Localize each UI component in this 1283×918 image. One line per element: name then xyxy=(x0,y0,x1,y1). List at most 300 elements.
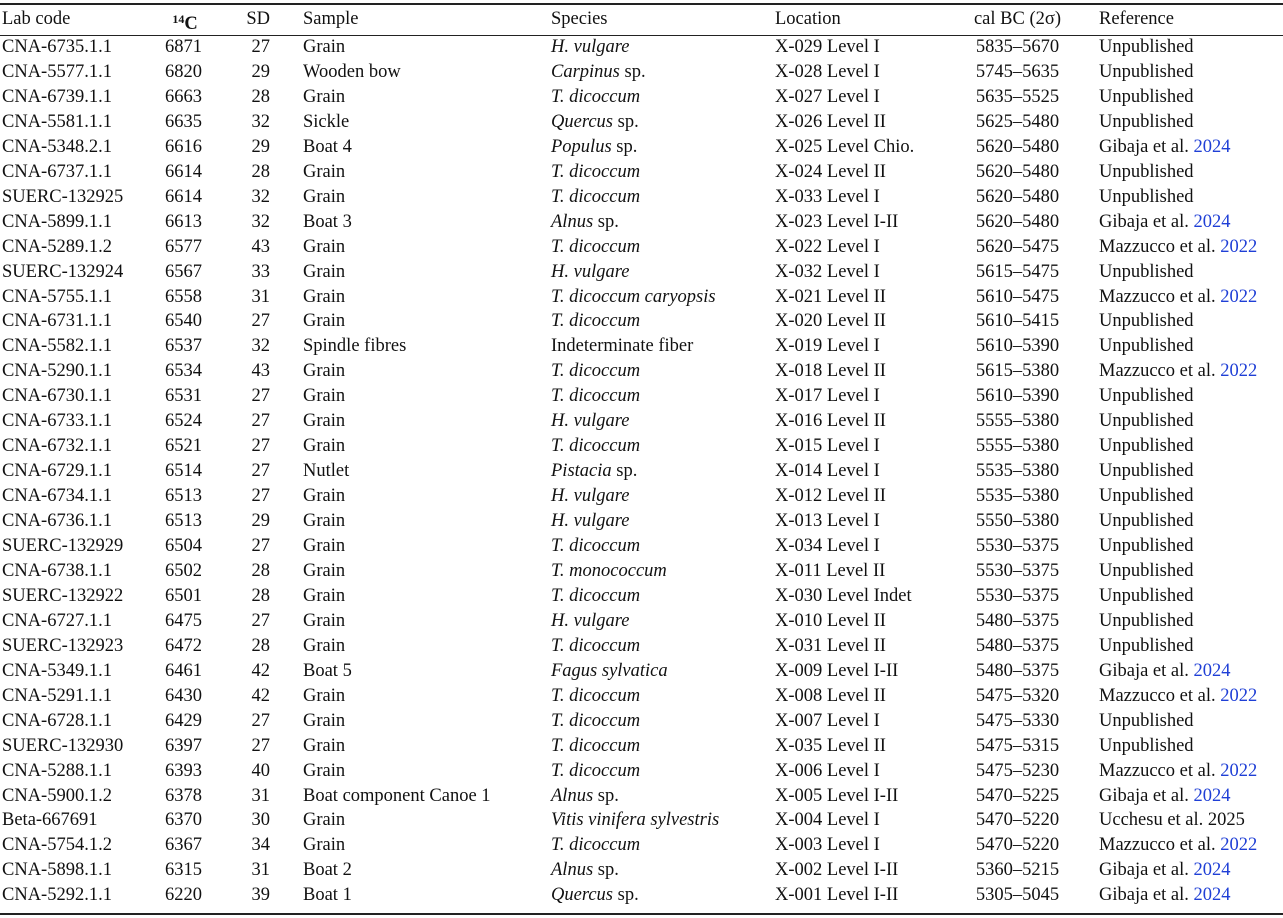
cal-bc-cell: 5620–5480 xyxy=(975,211,1060,232)
sd-cell: 40 xyxy=(251,760,270,781)
species-italic-name: T. dicoccum xyxy=(551,311,641,332)
species-cell xyxy=(551,135,637,160)
species-italic-name: Pistacia xyxy=(551,461,612,482)
reference-cell xyxy=(1099,584,1194,609)
c14-age-cell: 6871 xyxy=(165,37,202,57)
species-italic-name: T. dicoccum xyxy=(551,186,641,207)
reference-authors: Gibaja et al. xyxy=(1099,660,1194,681)
cal-bc-cell: 5610–5415 xyxy=(975,311,1060,332)
lab-code-cell: CNA-6735.1.1 xyxy=(2,37,112,57)
location-cell: X-013 Level I xyxy=(775,511,880,532)
sd-cell: 28 xyxy=(251,86,270,107)
reference-authors: Unpublished xyxy=(1099,37,1194,57)
species-italic-name: T. dicoccum xyxy=(551,86,641,107)
lab-code-cell: CNA-5288.1.1 xyxy=(2,760,112,781)
cal-bc-cell: 5530–5375 xyxy=(975,536,1060,556)
table-row xyxy=(0,759,1283,784)
sample-cell: Grain xyxy=(303,411,346,432)
species-cell xyxy=(551,85,640,110)
location-cell: X-016 Level II xyxy=(775,411,886,432)
species-italic-name: Vitis vinifera sylvestris xyxy=(551,810,720,831)
lab-code-cell: CNA-6734.1.1 xyxy=(2,486,112,507)
sample-cell: Grain xyxy=(303,186,346,207)
reference-authors: Unpublished xyxy=(1099,560,1194,581)
sd-cell: 27 xyxy=(251,486,270,507)
species-cell xyxy=(551,684,640,709)
cal-bc-cell: 5470–5220 xyxy=(975,835,1060,856)
sample-cell: Boat 3 xyxy=(303,211,352,232)
reference-cell xyxy=(1099,509,1194,534)
reference-year-link[interactable]: 2024 xyxy=(1193,136,1231,157)
location-cell: X-024 Level II xyxy=(775,161,886,182)
table-row xyxy=(0,85,1283,110)
c14-age-cell: 6504 xyxy=(165,536,202,556)
table-row xyxy=(0,135,1283,160)
reference-authors: Unpublished xyxy=(1099,486,1194,507)
location-cell: X-027 Level I xyxy=(775,86,880,107)
location-cell: X-014 Level I xyxy=(775,461,880,482)
sample-cell: Grain xyxy=(303,236,346,257)
lab-code-cell: CNA-5754.1.2 xyxy=(2,835,112,856)
species-italic-name: H. vulgare xyxy=(551,610,630,631)
cal-bc-cell: 5555–5380 xyxy=(975,411,1060,432)
reference-authors: Unpublished xyxy=(1099,735,1194,756)
location-cell: X-010 Level II xyxy=(775,610,886,631)
table-row xyxy=(0,534,1283,559)
location-cell: X-018 Level II xyxy=(775,361,886,382)
cal-bc-cell: 5530–5375 xyxy=(975,585,1060,606)
header-reference: Reference xyxy=(1099,9,1174,29)
location-cell: X-009 Level I-II xyxy=(775,660,899,681)
sd-cell: 28 xyxy=(251,635,270,656)
sd-cell: 27 xyxy=(251,735,270,756)
reference-cell xyxy=(1099,210,1231,235)
sd-cell: 32 xyxy=(251,186,270,207)
reference-authors: Unpublished xyxy=(1099,536,1194,556)
location-cell: X-031 Level II xyxy=(775,635,886,656)
species-italic-name: T. dicoccum xyxy=(551,710,641,731)
reference-authors: Unpublished xyxy=(1099,411,1194,432)
species-suffix: Indeterminate fiber xyxy=(551,336,694,357)
species-italic-name: T. dicoccum xyxy=(551,386,641,407)
header-lab-code: Lab code xyxy=(2,9,71,29)
cal-bc-cell: 5480–5375 xyxy=(975,635,1060,656)
species-cell xyxy=(551,759,640,784)
reference-authors: Ucchesu et al. 2025 xyxy=(1099,810,1245,831)
reference-cell xyxy=(1099,534,1194,559)
sample-cell: Boat 1 xyxy=(303,885,352,906)
table-row xyxy=(0,684,1283,709)
sd-cell: 27 xyxy=(251,710,270,731)
species-cell xyxy=(551,459,637,484)
lab-code-cell: CNA-5898.1.1 xyxy=(2,860,112,881)
table-row xyxy=(0,434,1283,459)
species-cell xyxy=(551,359,640,384)
species-italic-name: Alnus xyxy=(551,211,594,232)
cal-bc-cell: 5745–5635 xyxy=(975,61,1060,82)
reference-year-link[interactable]: 2022 xyxy=(1220,361,1258,382)
lab-code-cell: CNA-5290.1.1 xyxy=(2,361,112,382)
location-cell: X-025 Level Chio. xyxy=(775,136,915,157)
table-row xyxy=(0,334,1283,359)
lab-code-cell: CNA-5899.1.1 xyxy=(2,211,112,232)
c14-age-cell: 6616 xyxy=(165,136,202,157)
lab-code-cell: CNA-5289.1.2 xyxy=(2,236,112,257)
species-cell xyxy=(551,260,629,285)
location-cell: X-020 Level II xyxy=(775,311,886,332)
sd-cell: 27 xyxy=(251,386,270,407)
sample-cell: Sickle xyxy=(303,111,350,132)
species-italic-name: T. dicoccum xyxy=(551,635,641,656)
reference-year-link[interactable]: 2024 xyxy=(1193,860,1231,881)
species-cell xyxy=(551,584,640,609)
reference-cell xyxy=(1099,709,1194,734)
species-cell xyxy=(551,409,629,434)
sd-cell: 43 xyxy=(251,361,270,382)
cal-bc-cell: 5620–5475 xyxy=(975,236,1060,257)
species-cell xyxy=(551,160,640,185)
c14-age-cell: 6378 xyxy=(165,785,202,806)
species-italic-name: Carpinus xyxy=(551,61,620,82)
lab-code-cell: CNA-6727.1.1 xyxy=(2,610,112,631)
location-cell: X-002 Level I-II xyxy=(775,860,899,881)
reference-authors: Unpublished xyxy=(1099,585,1194,606)
reference-year-link[interactable]: 2022 xyxy=(1220,760,1258,781)
reference-authors: Gibaja et al. xyxy=(1099,785,1194,806)
species-italic-name: H. vulgare xyxy=(551,37,630,57)
species-cell xyxy=(551,709,640,734)
species-cell xyxy=(551,634,640,659)
cal-bc-cell: 5625–5480 xyxy=(975,111,1060,132)
sample-cell: Wooden bow xyxy=(303,61,401,82)
cal-bc-cell: 5620–5480 xyxy=(975,186,1060,207)
species-italic-name: H. vulgare xyxy=(551,486,630,507)
sample-cell: Grain xyxy=(303,436,346,457)
species-suffix: sp. xyxy=(611,136,638,157)
location-cell: X-029 Level I xyxy=(775,37,880,57)
table-row xyxy=(0,858,1283,883)
location-cell: X-003 Level I xyxy=(775,835,880,856)
table-row xyxy=(0,160,1283,185)
lab-code-cell: CNA-6728.1.1 xyxy=(2,710,112,731)
sample-cell: Boat 2 xyxy=(303,860,352,881)
reference-cell xyxy=(1099,784,1231,809)
sd-cell: 27 xyxy=(251,411,270,432)
species-cell xyxy=(551,110,639,135)
lab-code-cell: SUERC-132930 xyxy=(2,735,124,756)
table-row xyxy=(0,35,1283,60)
table-row xyxy=(0,634,1283,659)
table-row xyxy=(0,459,1283,484)
c14-age-cell: 6614 xyxy=(165,161,202,182)
cal-bc-cell: 5530–5375 xyxy=(975,560,1060,581)
location-cell: X-004 Level I xyxy=(775,810,880,831)
reference-cell xyxy=(1099,759,1257,784)
reference-cell xyxy=(1099,459,1194,484)
reference-cell xyxy=(1099,359,1257,384)
species-cell xyxy=(551,559,667,584)
reference-cell xyxy=(1099,734,1194,759)
species-suffix: sp. xyxy=(593,785,619,806)
species-cell xyxy=(551,434,640,459)
sample-cell: Boat component Canoe 1 xyxy=(303,785,491,806)
cal-bc-cell: 5635–5525 xyxy=(975,86,1060,107)
species-cell xyxy=(551,509,629,534)
table-row xyxy=(0,734,1283,759)
lab-code-cell: CNA-6739.1.1 xyxy=(2,86,112,107)
reference-year-link[interactable]: 2024 xyxy=(1193,885,1231,906)
cal-bc-cell: 5480–5375 xyxy=(975,610,1060,631)
sample-cell: Grain xyxy=(303,560,346,581)
species-italic-name: Fagus sylvatica xyxy=(551,660,668,681)
cal-bc-cell: 5360–5215 xyxy=(975,860,1060,881)
location-cell: X-017 Level I xyxy=(775,386,880,407)
table-row xyxy=(0,60,1283,85)
species-cell xyxy=(551,334,693,359)
table-row xyxy=(0,709,1283,734)
species-italic-name: T. dicoccum caryopsis xyxy=(551,286,716,307)
cal-bc-cell: 5475–5330 xyxy=(975,710,1060,731)
sd-cell: 39 xyxy=(251,885,270,906)
cal-bc-cell: 5470–5225 xyxy=(975,785,1060,806)
c14-age-cell: 6613 xyxy=(165,211,202,232)
table-row xyxy=(0,359,1283,384)
cal-bc-cell: 5615–5475 xyxy=(975,261,1060,282)
reference-cell xyxy=(1099,285,1257,310)
reference-year-link[interactable]: 2024 xyxy=(1193,660,1231,681)
reference-authors: Unpublished xyxy=(1099,161,1194,182)
reference-cell xyxy=(1099,833,1257,858)
c14-age-cell: 6820 xyxy=(165,61,202,82)
reference-cell xyxy=(1099,334,1194,359)
lab-code-cell: CNA-5348.2.1 xyxy=(2,136,112,157)
species-italic-name: T. dicoccum xyxy=(551,536,641,556)
species-cell xyxy=(551,534,640,559)
sd-cell: 31 xyxy=(251,860,270,881)
sd-cell: 34 xyxy=(251,835,270,856)
reference-authors: Unpublished xyxy=(1099,436,1194,457)
sample-cell: Grain xyxy=(303,810,346,831)
species-italic-name: Alnus xyxy=(551,785,594,806)
species-italic-name: T. dicoccum xyxy=(551,585,641,606)
lab-code-cell: CNA-6737.1.1 xyxy=(2,161,112,182)
cal-bc-cell: 5555–5380 xyxy=(975,436,1060,457)
species-italic-name: T. dicoccum xyxy=(551,685,641,706)
location-cell: X-005 Level I-II xyxy=(775,785,899,806)
c14-age-cell: 6393 xyxy=(165,760,202,781)
c14-age-cell: 6663 xyxy=(165,86,202,107)
sd-cell: 27 xyxy=(251,311,270,332)
lab-code-cell: CNA-5349.1.1 xyxy=(2,660,112,681)
sample-cell: Grain xyxy=(303,685,346,706)
sample-cell: Grain xyxy=(303,386,346,407)
table-row xyxy=(0,833,1283,858)
reference-year-link[interactable]: 2022 xyxy=(1220,685,1258,706)
lab-code-cell: CNA-5577.1.1 xyxy=(2,61,112,82)
c14-age-cell: 6567 xyxy=(165,261,202,282)
reference-year-link[interactable]: 2022 xyxy=(1220,236,1258,257)
location-cell: X-034 Level I xyxy=(775,536,880,556)
reference-authors: Unpublished xyxy=(1099,386,1194,407)
species-cell xyxy=(551,210,619,235)
c14-age-cell: 6524 xyxy=(165,411,202,432)
lab-code-cell: CNA-5900.1.2 xyxy=(2,785,112,806)
c14-age-cell: 6540 xyxy=(165,311,202,332)
species-italic-name: Populus xyxy=(551,136,612,157)
c14-age-cell: 6502 xyxy=(165,560,202,581)
c14-age-cell: 6475 xyxy=(165,610,202,631)
reference-cell xyxy=(1099,484,1194,509)
table-row xyxy=(0,384,1283,409)
c14-age-cell: 6513 xyxy=(165,486,202,507)
species-suffix: sp. xyxy=(611,461,638,482)
sd-cell: 30 xyxy=(251,810,270,831)
table-row xyxy=(0,285,1283,310)
sample-cell: Grain xyxy=(303,760,346,781)
sd-cell: 31 xyxy=(251,286,270,307)
sd-cell: 29 xyxy=(251,61,270,82)
header-c14 xyxy=(165,7,205,37)
species-cell xyxy=(551,784,619,809)
species-italic-name: T. dicoccum xyxy=(551,735,641,756)
reference-authors: Mazzucco et al. xyxy=(1099,236,1221,257)
cal-bc-cell: 5480–5375 xyxy=(975,660,1060,681)
reference-cell xyxy=(1099,634,1194,659)
location-cell: X-021 Level II xyxy=(775,286,886,307)
reference-authors: Unpublished xyxy=(1099,261,1194,282)
reference-authors: Mazzucco et al. xyxy=(1099,685,1221,706)
table-row xyxy=(0,784,1283,809)
reference-year-link[interactable]: 2022 xyxy=(1220,835,1258,856)
table-top-rule xyxy=(0,3,1283,5)
reference-authors: Mazzucco et al. xyxy=(1099,835,1221,856)
species-italic-name: Quercus xyxy=(551,885,613,906)
reference-year-link[interactable]: 2022 xyxy=(1220,286,1258,307)
c14-age-cell: 6514 xyxy=(165,461,202,482)
species-suffix: sp. xyxy=(613,885,639,906)
reference-authors: Gibaja et al. xyxy=(1099,860,1194,881)
location-cell: X-019 Level I xyxy=(775,336,880,357)
species-cell xyxy=(551,808,719,833)
sample-cell: Grain xyxy=(303,610,346,631)
reference-authors: Unpublished xyxy=(1099,336,1194,357)
species-cell xyxy=(551,285,716,310)
location-cell: X-023 Level I-II xyxy=(775,211,899,232)
species-suffix: sp. xyxy=(619,61,646,82)
c14-age-cell: 6315 xyxy=(165,860,202,881)
species-cell xyxy=(551,858,619,883)
reference-authors: Unpublished xyxy=(1099,461,1194,482)
location-cell: X-006 Level I xyxy=(775,760,880,781)
sample-cell: Nutlet xyxy=(303,461,350,482)
reference-cell xyxy=(1099,559,1194,584)
sd-cell: 43 xyxy=(251,236,270,257)
lab-code-cell: SUERC-132929 xyxy=(2,536,124,556)
species-italic-name: H. vulgare xyxy=(551,511,630,532)
reference-authors: Unpublished xyxy=(1099,86,1194,107)
table-row xyxy=(0,659,1283,684)
reference-cell xyxy=(1099,110,1194,135)
location-cell: X-030 Level Indet xyxy=(775,585,912,606)
sample-cell: Grain xyxy=(303,585,346,606)
c14-age-cell: 6472 xyxy=(165,635,202,656)
sample-cell: Spindle fibres xyxy=(303,336,407,357)
reference-authors: Unpublished xyxy=(1099,610,1194,631)
lab-code-cell: SUERC-132923 xyxy=(2,635,124,656)
location-cell: X-008 Level II xyxy=(775,685,886,706)
reference-authors: Gibaja et al. xyxy=(1099,211,1194,232)
reference-authors: Unpublished xyxy=(1099,186,1194,207)
c14-age-cell: 6521 xyxy=(165,436,202,457)
species-italic-name: T. dicoccum xyxy=(551,236,641,257)
reference-cell xyxy=(1099,858,1231,883)
c14-age-cell: 6367 xyxy=(165,835,202,856)
sd-cell: 27 xyxy=(251,436,270,457)
location-cell: X-015 Level I xyxy=(775,436,880,457)
cal-bc-cell: 5620–5480 xyxy=(975,136,1060,157)
reference-authors: Gibaja et al. xyxy=(1099,136,1194,157)
reference-cell xyxy=(1099,85,1194,110)
species-suffix: sp. xyxy=(613,111,639,132)
species-cell xyxy=(551,235,640,260)
sd-cell: 27 xyxy=(251,536,270,556)
c14-age-cell: 6461 xyxy=(165,660,202,681)
lab-code-cell: CNA-6733.1.1 xyxy=(2,411,112,432)
sample-cell: Grain xyxy=(303,635,346,656)
sd-cell: 29 xyxy=(251,511,270,532)
sample-cell: Grain xyxy=(303,536,346,556)
c14-age-cell: 6220 xyxy=(165,885,202,906)
species-suffix: sp. xyxy=(593,860,619,881)
sd-cell: 31 xyxy=(251,785,270,806)
sample-cell: Grain xyxy=(303,486,346,507)
reference-year-link[interactable]: 2024 xyxy=(1193,785,1231,806)
cal-bc-cell: 5610–5390 xyxy=(975,336,1060,357)
cal-bc-cell: 5535–5380 xyxy=(975,461,1060,482)
cal-bc-cell: 5475–5315 xyxy=(975,735,1060,756)
table-bottom-rule xyxy=(0,913,1283,915)
lab-code-cell: Beta-667691 xyxy=(2,810,98,831)
c14-age-cell: 6501 xyxy=(165,585,202,606)
species-italic-name: T. dicoccum xyxy=(551,436,641,457)
lab-code-cell: CNA-6730.1.1 xyxy=(2,386,112,407)
reference-year-link[interactable]: 2024 xyxy=(1193,211,1231,232)
reference-cell xyxy=(1099,409,1194,434)
header-sample: Sample xyxy=(303,9,359,29)
table-row xyxy=(0,808,1283,833)
table-row xyxy=(0,484,1283,509)
c14-age-cell: 6614 xyxy=(165,186,202,207)
sd-cell: 42 xyxy=(251,685,270,706)
lab-code-cell: CNA-6738.1.1 xyxy=(2,560,112,581)
table-row xyxy=(0,609,1283,634)
sd-cell: 27 xyxy=(251,461,270,482)
species-italic-name: T. dicoccum xyxy=(551,760,641,781)
table-row xyxy=(0,185,1283,210)
species-cell xyxy=(551,883,639,908)
lab-code-cell: CNA-5291.1.1 xyxy=(2,685,112,706)
location-cell: X-022 Level I xyxy=(775,236,880,257)
reference-cell xyxy=(1099,384,1194,409)
reference-cell xyxy=(1099,309,1194,334)
sample-cell: Grain xyxy=(303,511,346,532)
c14-age-cell: 6513 xyxy=(165,511,202,532)
reference-cell xyxy=(1099,883,1231,908)
sample-cell: Boat 5 xyxy=(303,660,352,681)
lab-code-cell: CNA-5292.1.1 xyxy=(2,885,112,906)
species-cell xyxy=(551,734,640,759)
reference-cell xyxy=(1099,35,1194,60)
